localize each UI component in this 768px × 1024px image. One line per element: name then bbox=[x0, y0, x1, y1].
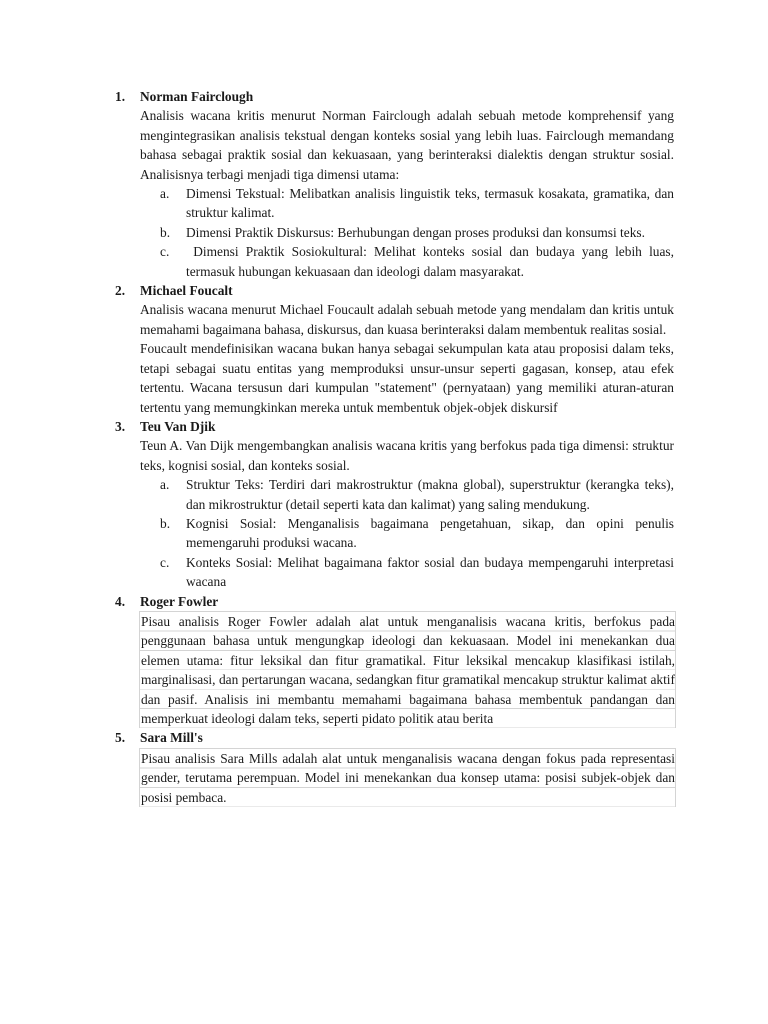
document-page bbox=[0, 87, 768, 807]
section-paragraph-boxed: Pisau analisis Roger Fowler adalah alat untuk menganalisis wacana kritis, berfokus pada penggunaan bahasa untuk mengungkap ideologi dan kekuasaan. Model ini menekankan dua elemen utama: fitur leksikal dan fitur gramatikal. Fitur leksikal mencakup klasifikasi istilah, marginalisasi, dan pertarungan wacana, sedangkan fitur gramatikal mencakup struktur kalimat aktif dan pasif. Analisis ini membantu memahami bagaimana bahasa membentuk pandangan dan memperkuat ideologi dalam teks, seperti pidato politik atau berita bbox=[139, 611, 676, 728]
section-paragraph-boxed: Pisau analisis Sara Mills adalah alat untuk menganalisis wacana dengan fokus pada representasi gender, terutama perempuan. Model ini menekankan dua konsep utama: posisi subjek-objek dan posisi pembaca. bbox=[139, 748, 676, 807]
list-item-section-1 bbox=[0, 87, 768, 281]
section-number: 5. bbox=[115, 730, 126, 746]
list-item-section-4 bbox=[0, 592, 768, 729]
sub-item-text: Dimensi Praktik Sosiokultural: Melihat konteks sosial dan budaya yang lebih luas, termasuk hubungan kekuasaan dan ideologi dalam masyarakat. bbox=[186, 244, 678, 279]
list-item-section-5 bbox=[0, 728, 768, 807]
section-number: 2. bbox=[115, 283, 126, 299]
sub-list-item bbox=[0, 184, 768, 223]
sub-list-item bbox=[0, 553, 768, 592]
sub-item-text: Dimensi Tekstual: Melibatkan analisis linguistik teks, termasuk kosakata, gramatika, dan struktur kalimat. bbox=[186, 186, 674, 221]
sub-item-text: Konteks Sosial: Melihat bagaimana faktor sosial dan budaya mempengaruhi interpretasi wacana bbox=[186, 554, 674, 590]
section-title: Sara Mill's bbox=[140, 730, 203, 746]
sub-list-item bbox=[0, 242, 768, 281]
section-number: 4. bbox=[115, 593, 126, 609]
sub-item-letter: c. bbox=[160, 244, 170, 260]
sub-item-text: Struktur Teks: Terdiri dari makrostruktur (makna global), superstruktur (kerangka teks), dan mikrostruktur (detail seperti kata dan kalimat) yang saling mendukung. bbox=[186, 477, 674, 512]
section-number: 1. bbox=[115, 89, 126, 104]
sub-item-letter: a. bbox=[160, 186, 170, 202]
section-number: 3. bbox=[115, 418, 126, 434]
section-title: Teu Van Djik bbox=[140, 418, 216, 434]
sub-item-text: Dimensi Praktik Diskursus: Berhubungan dengan proses produksi dan konsumsi teks. bbox=[186, 224, 645, 240]
sub-item-letter: a. bbox=[160, 477, 170, 493]
section-paragraph: Analisis wacana menurut Michael Foucault adalah sebuah metode yang mendalam dan kritis untuk memahami bagaimana bahasa, diskursus, dan kuasa berinteraksi dalam membentuk realitas sosial. bbox=[140, 302, 674, 337]
section-title: Roger Fowler bbox=[140, 593, 219, 609]
section-title: Norman Fairclough bbox=[140, 89, 254, 104]
list-item-section-3 bbox=[0, 417, 768, 592]
section-title: Michael Foucalt bbox=[140, 283, 233, 299]
sub-list-item bbox=[0, 514, 768, 553]
sub-item-text: Kognisi Sosial: Menganalisis bagaimana pengetahuan, sikap, dan opini penulis memengaruhi produksi wacana. bbox=[186, 515, 674, 551]
sub-item-letter: b. bbox=[160, 515, 171, 531]
sub-item-letter: c. bbox=[160, 554, 170, 570]
sub-list-item bbox=[0, 223, 768, 242]
section-paragraph: Foucault mendefinisikan wacana bukan hanya sebagai sekumpulan kata atau proposisi dalam teks, tetapi sebagai suatu entitas yang memproduksi unsur-unsur seperti gagasan, konsep, atau efek tertentu. Wacana tersusun dari kumpulan "statement" (pernyataan) yang memiliki aturan-aturan tertentu yang memungkinkan mereka untuk membentuk objek-objek diskursif bbox=[140, 341, 674, 415]
section-paragraph: Analisis wacana kritis menurut Norman Fairclough adalah sebuah metode komprehensif yang mengintegrasikan analisis tekstual dengan konteks sosial yang lebih luas. Fairclough memandang bahasa sebagai praktik sosial dan kekuasaan, yang berinteraksi dialektis dengan struktur sosial. Analisisnya terbagi menjadi tiga dimensi utama: bbox=[140, 108, 674, 182]
list-item-section-2 bbox=[0, 281, 768, 417]
sub-item-letter: b. bbox=[160, 224, 171, 240]
section-paragraph: Teun A. Van Dijk mengembangkan analisis wacana kritis yang berfokus pada tiga dimensi: struktur teks, kognisi sosial, dan konteks sosial. bbox=[140, 438, 674, 473]
sub-list-item bbox=[0, 475, 768, 514]
